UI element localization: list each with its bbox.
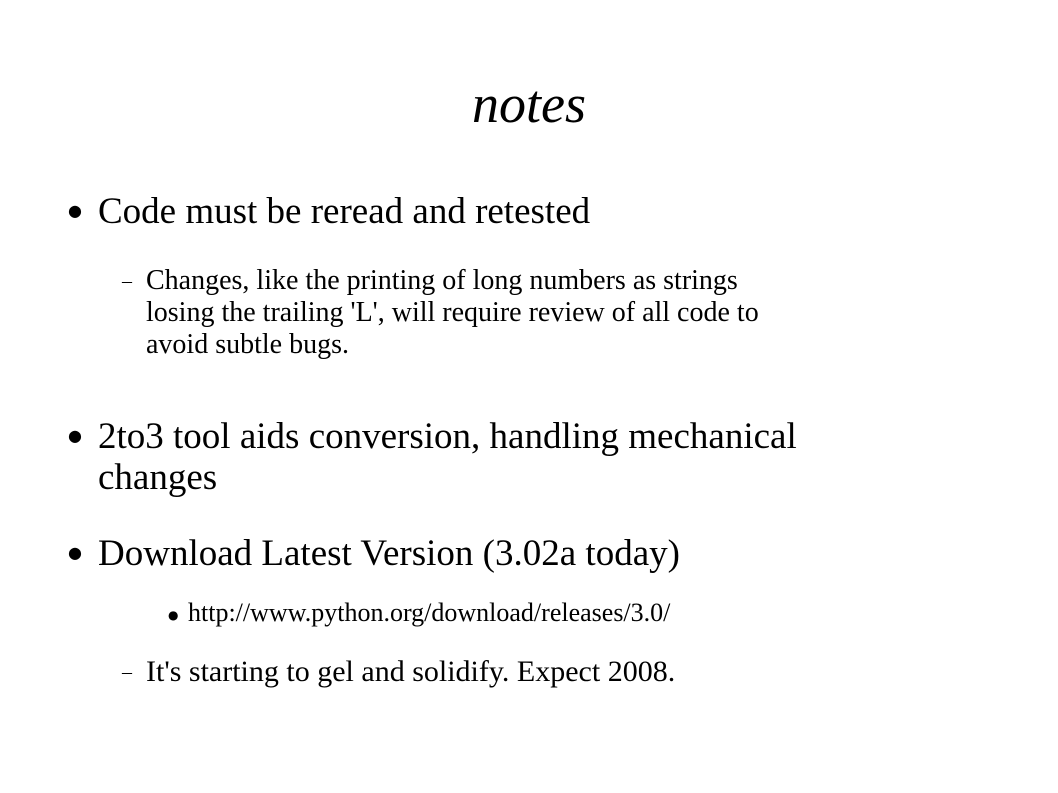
bullet-text [98, 416, 797, 498]
dash-icon: – [122, 661, 132, 683]
download-link[interactable]: http://www.python.org/download/releases/3.0/ [188, 598, 671, 627]
sub-item-line: avoid subtle bugs. [146, 329, 349, 360]
bullet-icon: ● [168, 608, 179, 622]
bullet-line: 2to3 tool aids conversion, handling mechanical [98, 416, 797, 457]
bullet-line: changes [98, 457, 218, 498]
sub-item-text [146, 265, 759, 361]
sub-item-line: Changes, like the printing of long numbers as strings [146, 265, 738, 296]
bullet-text: Code must be reread and retested [98, 191, 591, 232]
bullet-icon: ● [68, 426, 82, 445]
dash-icon: – [122, 270, 132, 292]
sub-item-text: It's starting to gel and solidify. Expect 2008. [146, 655, 676, 688]
bullet-icon: ● [68, 543, 82, 562]
slide-title: notes [472, 74, 586, 134]
sub-item-line: losing the trailing 'L', will require review of all code to [146, 297, 759, 328]
bullet-icon: ● [68, 201, 82, 220]
bullet-text: Download Latest Version (3.02a today) [98, 533, 680, 574]
